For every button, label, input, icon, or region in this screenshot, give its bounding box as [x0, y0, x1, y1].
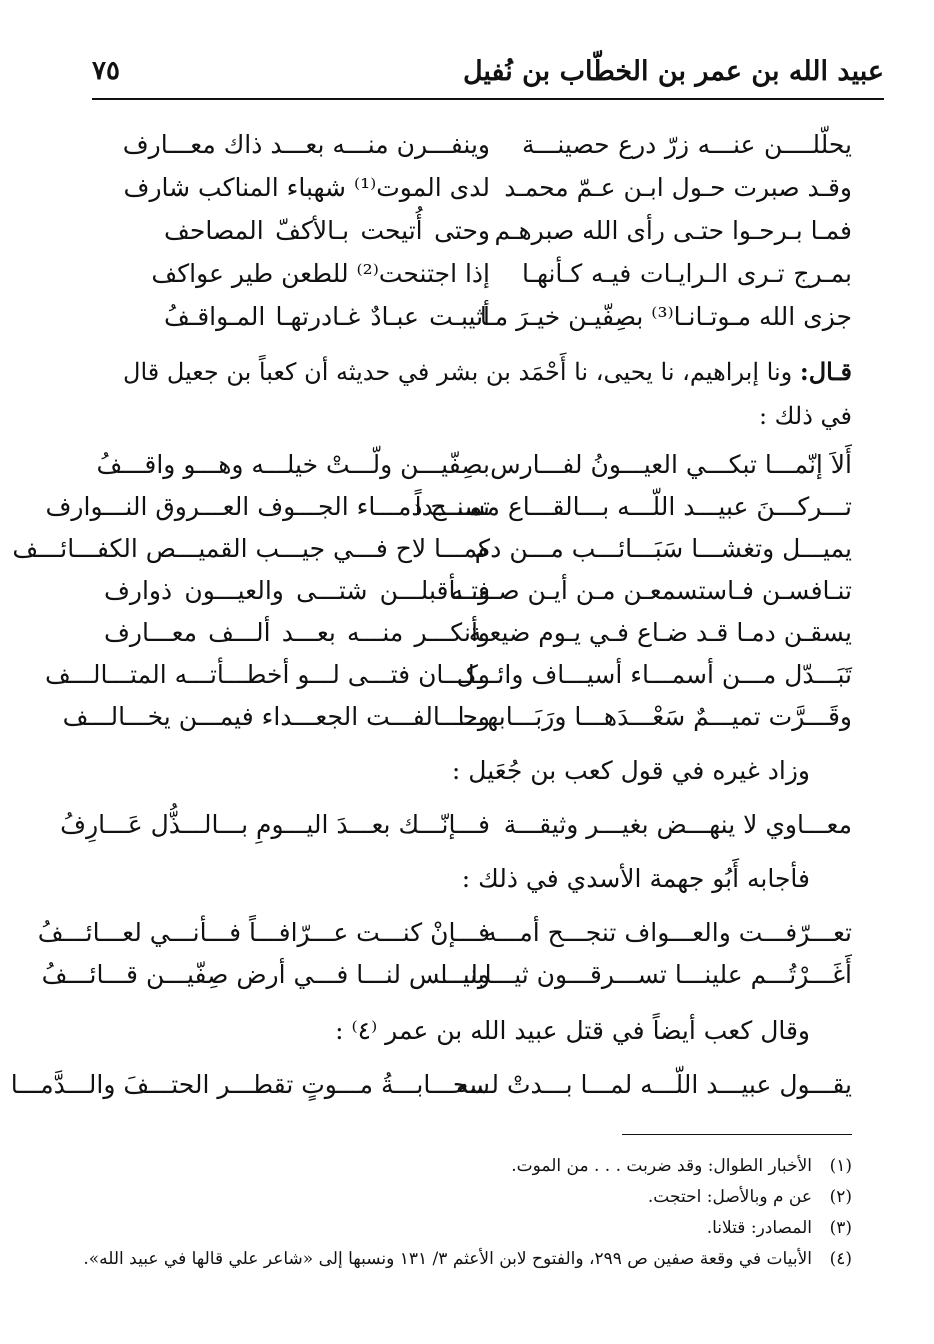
- poem-verse: [0, 450, 934, 490]
- footnote: [83, 1249, 852, 1269]
- verse-first-hemistich: معـــاوي لا ينهـــض بغيـــر وثيقـــة: [503, 810, 852, 839]
- verse-first-hemistich: فمـا بـرحـوا حتـى رأى الله صبرهـم: [494, 216, 852, 245]
- speaker-label: قـال:: [799, 357, 852, 386]
- section-intro: وزاد غيره في قول كعب بن جُعَيل :: [451, 756, 810, 785]
- verse-first-hemistich: يسقـن دمـا قـد ضـاع فـي يـوم ضيعـة: [468, 618, 852, 647]
- verse-first-hemistich: أَغَـــرْتُـــم علينـــا تســـرقـــون ثيـــابنـــا: [440, 960, 852, 989]
- verse-second-hemistich: وينفـــرن منـــه بعـــد ذاك معـــارف: [122, 130, 490, 159]
- verse-first-hemistich: تـــركـــنَ عبيـــد اللّـــه بـــالقـــاع مسنـــداً: [414, 492, 852, 521]
- footnote: [90, 1156, 852, 1176]
- poem-verse: [0, 1070, 934, 1110]
- poem-verse: [0, 259, 934, 299]
- verse-second-hemistich: كمـــا لاح فـــي جيـــب القميـــص الكفـــائـــف: [12, 534, 490, 563]
- verse-first-hemistich: جزى الله مـوتـانـا⁽³⁾ بصِفّيـن خيـرَ مـا: [479, 302, 852, 331]
- verse-first-hemistich: أَلاَ إنّمـــا تبكـــي العيـــونُ لفـــارس: [490, 450, 852, 479]
- footnote: [90, 1187, 852, 1207]
- verse-first-hemistich: يميـــل وتغشـــا سَبَـــائـــب مـــن دم: [474, 534, 852, 563]
- verse-second-hemistich: فـــإنّـــك بعـــدَ اليـــومِ بـــالـــذُّل عَـــارِفُ: [60, 810, 490, 839]
- footnote-number: (١): [829, 1156, 852, 1176]
- footnote-number: (٣): [829, 1218, 852, 1238]
- poem-verse: [0, 702, 934, 742]
- footnote-number: (٢): [829, 1187, 852, 1207]
- poem-verse: [0, 130, 934, 170]
- section-intro: وقال كعب أيضاً في قتل عبيد الله بن عمر ⁽٤⁾ :: [335, 1016, 810, 1045]
- verse-second-hemistich: لدى الموت⁽¹⁾ شهباء المناكب شارف: [123, 173, 490, 202]
- prose-paragraph: [104, 350, 852, 438]
- footnote-text: عن م وبالأصل: احتجت.: [647, 1187, 812, 1207]
- verse-second-hemistich: إذا اجتنحت⁽²⁾ للطعن طير عواكف: [151, 259, 490, 288]
- footnote-text: الأبيات في وقعة صفين ص ٢٩٩، والفتوح لابن الأعثم ٣/ ١٣١ ونسبها إلى «شاعر علي قالها في عبيد الله».: [83, 1249, 812, 1269]
- footnote: [90, 1218, 852, 1238]
- verse-second-hemistich: بصِفّيـــن ولّـــتْ خيلـــه وهـــو واقـــفُ: [96, 450, 490, 479]
- poem-verse: [0, 492, 934, 532]
- poem-verse: [0, 918, 934, 958]
- poem-verse: [0, 618, 934, 658]
- verse-first-hemistich: بمـرج تـرى الـرايـات فيـه كـأنهـا: [522, 259, 852, 288]
- verse-first-hemistich: وقَـــرَّت تميـــمٌ سَعْـــدَهـــا ورَبَـــابهـــا: [457, 702, 852, 731]
- verse-first-hemistich: تنـافسـن فـاستسمعـن مـن أيـن صـوتـه: [450, 576, 852, 605]
- header-title: عبيد الله بن عمر بن الخطّاب بن نُفيل: [462, 56, 884, 87]
- verse-first-hemistich: يقـــول عبيـــد اللّـــه لمـــا بـــدتْ لـــه: [456, 1070, 852, 1099]
- verse-first-hemistich: تَبَـــدّل مـــن أسمـــاء أسيـــاف وائـــل: [456, 660, 852, 689]
- footnote-text: الأخبار الطوال: وقد ضربت . . . من الموت.: [511, 1156, 812, 1176]
- verse-second-hemistich: سحـــابـــةُ مـــوتٍ تقطـــر الحتـــفَ والـــدَّمـــا: [10, 1070, 490, 1099]
- section-intro: فأجابه أَبُو جهمة الأسدي في ذلك :: [461, 864, 810, 893]
- poem-verse: [0, 216, 934, 256]
- verse-second-hemistich: وأنكـــر منـــه بعـــد ألـــف معـــارف: [104, 618, 490, 647]
- verse-second-hemistich: وحتى أُتيحت بـالأكفّ المصاحف: [164, 216, 490, 245]
- verse-first-hemistich: تعـــرّفـــت والعـــواف تنجـــح أمـــه: [483, 918, 852, 947]
- poem-verse: [0, 576, 934, 616]
- verse-first-hemistich: وقـد صبرت حـول ابـن عـمّ محمـد: [504, 173, 852, 202]
- prose-text: ونا إبراهيم، نا يحيى، نا أَحْمَد بن بشر في حديثه أن كعباً بن جعيل قال في ذلك :: [123, 358, 852, 430]
- verse-second-hemistich: تمـــج دمـــاء الجـــوف العـــروق النـــوارف: [45, 492, 490, 521]
- verse-second-hemistich: وحـــالفـــت الجعـــداء فيمـــن يخـــالـــف: [62, 702, 490, 731]
- footnote-number: (٤): [829, 1249, 852, 1269]
- verse-second-hemistich: وليـــس لنـــا فـــي أرض صِفّيـــن قـــائـــفُ: [41, 960, 490, 989]
- verse-second-hemistich: أثيبـت عبـادٌ غـادرتهـا المـواقـفُ: [164, 302, 490, 331]
- verse-second-hemistich: فـــأقبلـــن شتـــى والعيـــون ذوارف: [104, 576, 490, 605]
- running-header: [92, 52, 884, 100]
- poem-verse: [0, 173, 934, 213]
- footnote-text: المصادر: قتلانا.: [706, 1218, 812, 1238]
- verse-second-hemistich: فـــإنْ كنـــت عـــرّافـــاً فـــأنـــي لعـــائـــفُ: [37, 918, 490, 947]
- poem-verse: [0, 660, 934, 700]
- footnote-divider: [622, 1134, 852, 1135]
- verse-second-hemistich: وكـــان فتـــى لـــو أخطـــأتـــه المتـــالـــف: [45, 660, 490, 689]
- poem-verse: [0, 302, 934, 342]
- poem-verse: [0, 960, 934, 1000]
- poem-verse: [0, 534, 934, 574]
- page-number: ٧٥: [92, 56, 120, 86]
- poem-verse: [0, 810, 934, 850]
- verse-first-hemistich: يحلّلــــن عنـــه زرّ درع حصينـــة: [522, 130, 852, 159]
